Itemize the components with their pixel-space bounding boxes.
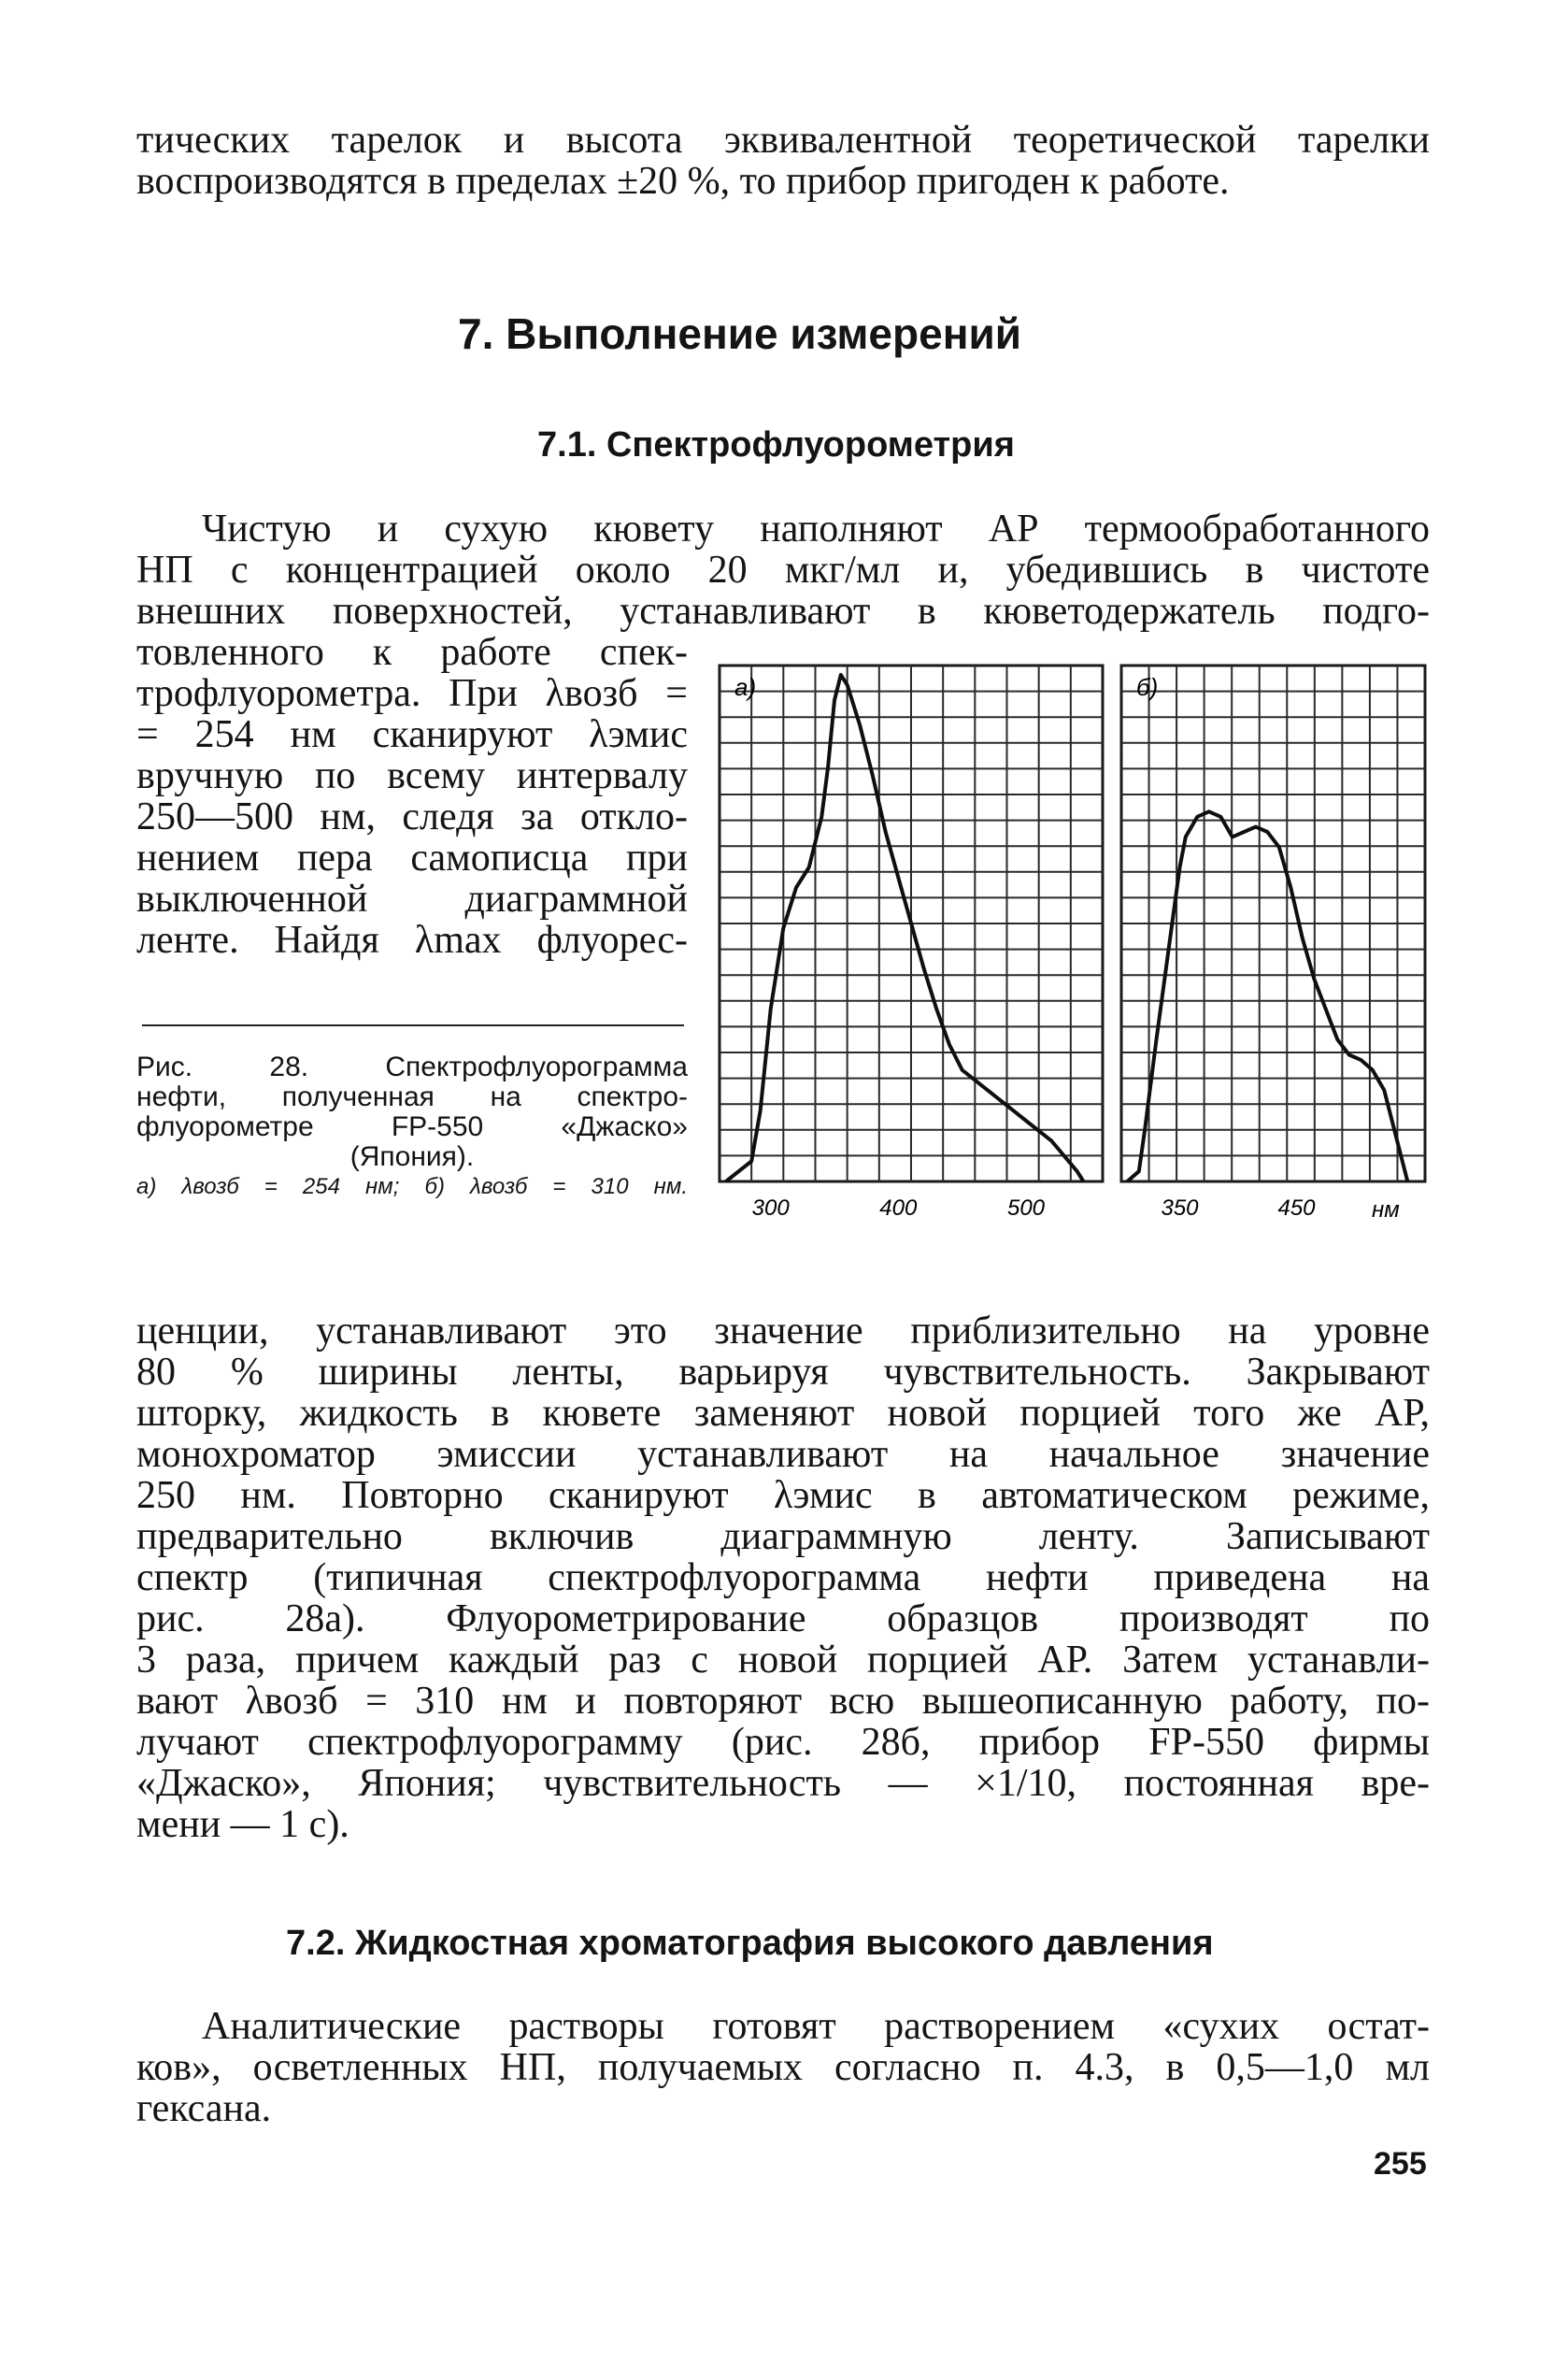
caption-line: Рис. 28. Спектрофлуорограмма (136, 1052, 688, 1082)
text-line: тических тарелок и высота эквивалентной теоретической тарелки (136, 119, 1430, 162)
paragraph-intro (136, 508, 1430, 632)
top-paragraph (136, 120, 1430, 202)
text-line: нением пера самописца при (136, 837, 688, 880)
text-line: рис. 28а). Флуорометрирование образцов производят по (136, 1597, 1430, 1640)
section-title: 7. Выполнение измерений (458, 309, 1022, 358)
caption-rule (142, 1024, 684, 1026)
unit-label: нм (1372, 1197, 1400, 1223)
text-line: вручную по всему интервалу (136, 754, 688, 797)
text-line: Чистую и сухую кювету наполняют АР термообработанного (202, 508, 1430, 551)
text-line: ленте. Найдя λmax флуорес- (136, 919, 688, 962)
text-line: вают λвозб = 310 нм и повторяют всю вышеописанную работу, по- (136, 1680, 1430, 1723)
caption-line: (Япония). (349, 1141, 475, 1172)
x-tick-label: 450 (1277, 1195, 1316, 1221)
text-line: 80 % ширины ленты, варьируя чувствительность. Закрывают (136, 1351, 1430, 1394)
subsection-title: 7.1. Спектрофлуорометрия (537, 425, 1015, 465)
spectrum-curve (726, 675, 1084, 1181)
panel-a-chart (720, 666, 1103, 1221)
spectrum-curve (1127, 811, 1407, 1181)
text-line: внешних поверхностей, устанавливают в кюветодержатель подго- (136, 590, 1430, 633)
x-tick-label: 400 (879, 1195, 918, 1221)
text-line: «Джаско», Япония; чувствительность — ×1/10, постоянная вре- (136, 1762, 1430, 1805)
text-line: 3 раза, причем каждый раз с новой порцией АР. Затем устанавли- (136, 1639, 1430, 1682)
caption-sub: а) λвозб = 254 нм; б) λвозб = 310 нм. (136, 1174, 688, 1199)
panel-b-label: б) (1136, 673, 1159, 701)
text-line: мени — 1 с). (136, 1803, 349, 1846)
text-line: 250 нм. Повторно сканируют λэмис в автоматическом режиме, (136, 1474, 1430, 1517)
text-line: НП с концентрацией около 20 мкг/мл и, убедившись в чистоте (136, 549, 1430, 592)
text-line: 250—500 нм, следя за откло- (136, 795, 688, 838)
text-line: спектр (типичная спектрофлуорограмма нефти приведена на (136, 1556, 1430, 1599)
text-line: лучают спектрофлуорограмму (рис. 28б, прибор FP-550 фирмы (136, 1721, 1430, 1764)
text-line: ценции, устанавливают это значение приблизительно на уровне (136, 1310, 1430, 1353)
text-line: гексана. (136, 2087, 272, 2130)
caption-line: нефти, полученная на спектро- (136, 1081, 688, 1112)
text-line: шторку, жидкость в кювете заменяют новой порцией того же АР, (136, 1392, 1430, 1435)
text-line: трофлуорометра. При λвозб = (136, 672, 688, 715)
text-line: монохроматор эмиссии устанавливают на начальное значение (136, 1433, 1430, 1476)
text-line: воспроизводятся в пределах ±20 %, то прибор пригоден к работе. (136, 160, 1230, 203)
page-number: 255 (1374, 2146, 1427, 2182)
text-line: товленного к работе спек- (136, 631, 688, 674)
text-line: выключенной диаграммной (136, 878, 688, 921)
panel-b-chart (1121, 666, 1425, 1221)
caption-line: флуорометре FP-550 «Джаско» (136, 1111, 688, 1142)
text-line: ков», осветленных НП, получаемых согласно п. 4.3, в 0,5—1,0 мл (136, 2046, 1430, 2089)
figure-caption (136, 1052, 688, 1202)
paragraph-narrow (136, 632, 688, 961)
paragraph-hplc (136, 2006, 1430, 2129)
text-line: предварительно включив диаграммную ленту. Записывают (136, 1515, 1430, 1558)
text-line: Аналитические растворы готовят растворением «сухих остат- (202, 2005, 1430, 2048)
x-tick-label: 300 (751, 1195, 790, 1221)
spectrum-figure (720, 666, 1430, 1226)
x-tick-label: 500 (1006, 1195, 1046, 1221)
paragraph-after (136, 1310, 1430, 1845)
text-line: = 254 нм сканируют λэмис (136, 713, 688, 756)
x-tick-label: 350 (1161, 1195, 1199, 1221)
subsection-title: 7.2. Жидкостная хроматография высокого давления (286, 1924, 1214, 1963)
panel-a-label: а) (734, 673, 757, 701)
